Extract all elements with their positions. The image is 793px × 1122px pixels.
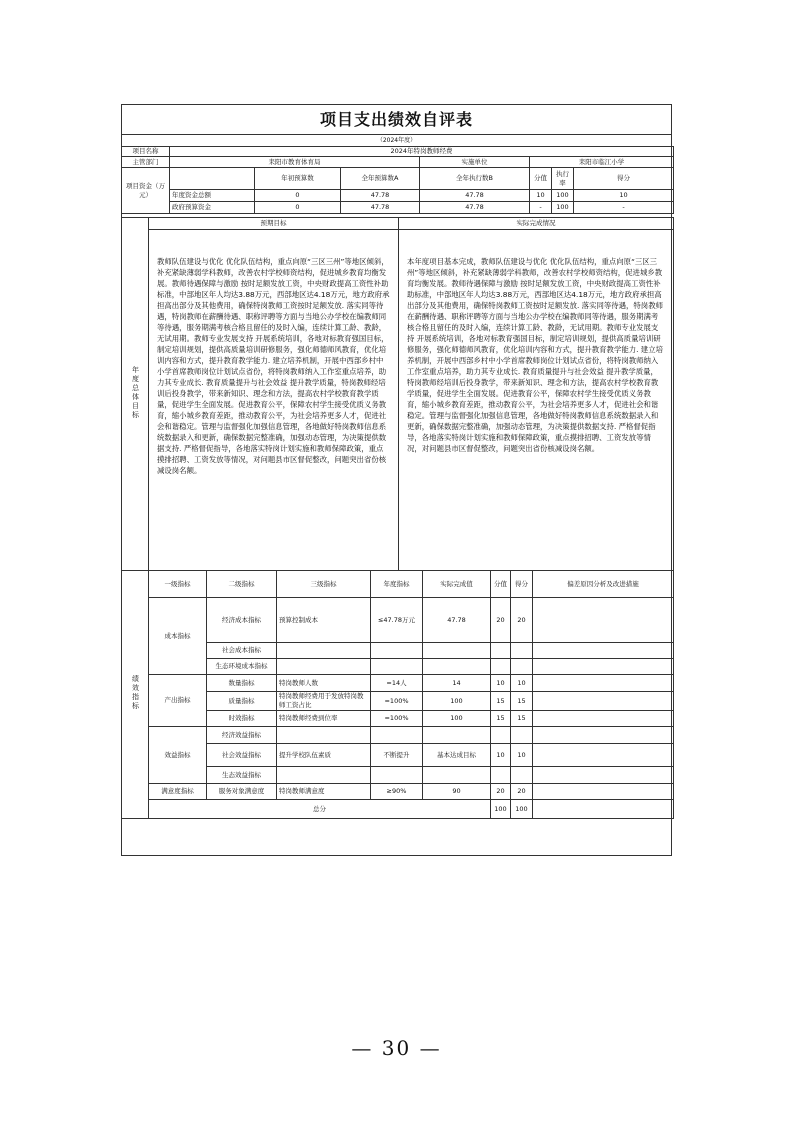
col-annual-exec: 全年执行数B <box>420 168 530 190</box>
col-score-value: 分值 <box>530 168 552 190</box>
annual-goal-table <box>121 217 674 571</box>
col-target: 年度指标 <box>371 571 423 598</box>
table-row: 产出指标 数量指标 特岗教师人数 =14人 14 10 10 <box>122 675 674 692</box>
impl-unit-value: 耒阳市临江小学 <box>530 157 674 168</box>
table-row: 年度资金总额 0 47.78 47.78 10 100 10 <box>122 190 674 202</box>
col-deviation: 偏差原因分析及改进措施 <box>533 571 674 598</box>
table-row: 社会成本指标 <box>122 643 674 659</box>
form-title: 项目支出绩效自评表 <box>122 105 671 135</box>
table-row: 效益指标 经济效益指标 <box>122 727 674 744</box>
col-actual: 实际完成值 <box>423 571 491 598</box>
project-name-value: 2024年特岗教师经费 <box>170 147 674 157</box>
funds-label: 项目资金（万元） <box>122 168 170 214</box>
page-number: — 30 — <box>351 1036 442 1060</box>
funds-table <box>121 146 674 214</box>
col-value: 分值 <box>491 571 511 598</box>
total-score: 100 <box>511 800 533 819</box>
table-row: 成本指标 经济成本指标 预算控制成本 ≤47.78万元 47.78 20 20 <box>122 598 674 643</box>
col-level3: 三级指标 <box>277 571 371 598</box>
expected-goal-header: 预期目标 <box>149 218 399 230</box>
col-annual-budget: 全年预算数A <box>341 168 420 190</box>
col-initial-budget: 年初预算数 <box>255 168 341 190</box>
total-label: 总分 <box>149 800 491 819</box>
actual-result-header: 实际完成情况 <box>399 218 674 230</box>
impl-unit-label: 实施单位 <box>420 157 530 168</box>
table-row: 生态效益指标 <box>122 767 674 784</box>
col-exec-rate: 执行率 <box>552 168 574 190</box>
table-row: 质量指标 特岗教师经费用于发放特岗教师工资占比 =100% 100 15 15 <box>122 692 674 711</box>
total-value: 100 <box>491 800 511 819</box>
col-level2: 二级指标 <box>207 571 277 598</box>
form-year: （2024年度） <box>376 137 417 144</box>
table-row: 满意度指标 服务对象满意度 特岗教师满意度 ≥90% 90 20 20 <box>122 784 674 800</box>
dept-value: 耒阳市教育体育局 <box>170 157 420 168</box>
actual-result-text: 本年度项目基本完成，教师队伍建设与优化 优化队伍结构，重点向原“三区三州”等地区倾斜，补充紧缺薄弱学科教师，改善农村学校师资结构，促进城乡教育均衡发展。教师待遇保障与激励 按时足额发放工资，中央财政提高工资性补助标准，中部地区年人均达3.88万元，西部地区达4.18万元，地方政府承担高出部分及其他费用，确保特岗教师工资按时足额发放. 落实同等待遇，特岗教师在薪酬待遇、职称评聘等方面与当地公办学校在编教师同等待遇，服务期满考核合格且留任的及时入编，连续计算工龄、教龄，无试用期。教师专业发展支持 开展系统培训，各地对标教育强国目标，制定培训规划，提供高质量培训研修服务，强化师德师风教育，优化培训内容和方式，提升教育教学能力. 建立培养机制，开展中西部乡村中小学首席教师岗位计划试点省份，将特岗教师纳入工作室重点培养，助力其专业成长. 教育质量提升与社会效益 提升教学质量，特岗教师经培训后投身教学，带来新知识、理念和方法，提高农村学校教育教学质量，促进学生全面发展。促进教育公平，保障农村学生接受优质义务教育，缩小城乡教育差距，推动教育公平，为社会培养更多人才，促进社会和谐稳定。管理与监督强化加强信息管理，各地做好特岗教师信息系统数据录入和更新，确保数据完整准确，加强动态管理，为决策提供数据支持. 严格督促指导，各地落实特岗计划实施和教师保障政策，重点摸排招聘、工资发放等情况，对问题县市区督促整改，问题突出省份核减设岗名额。 <box>399 230 674 571</box>
expected-goal-text: 教师队伍建设与优化 优化队伍结构，重点向原“三区三州”等地区倾斜，补充紧缺薄弱学科教师，改善农村学校师资结构，促进城乡教育均衡发展。教师待遇保障与激励 按时足额发放工资，中央财政提高工资性补助标准，中部地区年人均达3.88万元，西部地区达4.18万元，地方政府承担高出部分及其他费用，确保特岗教师工资按时足额发放. 落实同等待遇，特岗教师在薪酬待遇、职称评聘等方面与当地公办学校在编教师同等待遇，服务期满考核合格且留任的及时入编，连续计算工龄、教龄，无试用期。教师专业发展支持 开展系统培训，各地对标教育强国目标，制定培训规划，提供高质量培训研修服务，强化师德师风教育，优化培训内容和方式，提升教育教学能力. 建立培养机制，开展中西部乡村中小学首席教师岗位计划试点省份，将特岗教师纳入工作室重点培养，助力其专业成长. 教育质量提升与社会效益 提升教学质量，特岗教师经培训后投身教学，带来新知识、理念和方法，提高农村学校教育教学质量，促进学生全面发展。促进教育公平，保障农村学生接受优质义务教育，缩小城乡教育差距，推动教育公平，为社会培养更多人才，促进社会和谐稳定。管理与监督强化加强信息管理，各地做好特岗教师信息系统数据录入和更新，确保数据完整准确，加强动态管理，为决策提供数据支持. 严格督促指导，各地落实特岗计划实施和教师保障政策，重点摸排招聘、工资发放等情况，对问题县市区督促整改，问题突出省份核减设岗名额。 <box>149 230 399 571</box>
table-row: 生态环境成本指标 <box>122 659 674 675</box>
table-row: 政府预算资金 0 47.78 47.78 - 100 - <box>122 202 674 214</box>
performance-table <box>121 570 674 819</box>
table-row: 时效指标 特岗教师经费到位率 =100% 100 15 15 <box>122 711 674 727</box>
performance-label: 绩效指标 <box>122 571 149 819</box>
col-score: 得分 <box>574 168 674 190</box>
table-row: 社会效益指标 提升学校队伍素质 不断提升 基本达成目标 10 10 <box>122 744 674 767</box>
col-score: 得分 <box>511 571 533 598</box>
project-name-label: 项目名称 <box>122 147 170 157</box>
total-row <box>122 800 674 819</box>
col-level1: 一级指标 <box>149 571 207 598</box>
self-evaluation-form <box>121 104 672 856</box>
annual-goal-label: 年度总体目标 <box>122 218 149 571</box>
dept-label: 主管部门 <box>122 157 170 168</box>
